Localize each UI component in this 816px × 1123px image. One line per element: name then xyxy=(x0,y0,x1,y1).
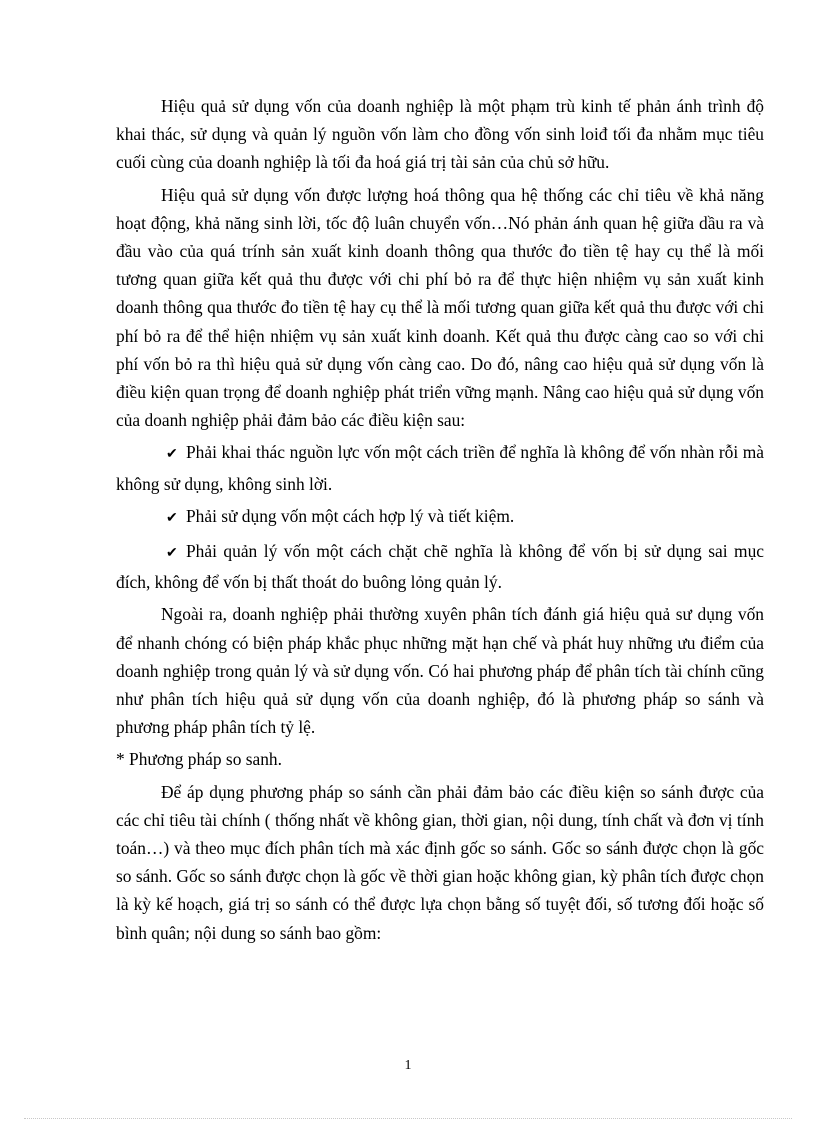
page-bottom-divider xyxy=(24,1118,792,1119)
bullet-item-3 xyxy=(116,537,764,596)
subheading: * Phương pháp so sanh. xyxy=(116,749,282,770)
document-body xyxy=(116,92,764,947)
checkmark-icon: ✔ xyxy=(166,447,178,463)
page-number: 1 xyxy=(404,1058,412,1073)
paragraph-1: Hiệu quả sử dụng vốn của doanh nghiệp là một phạm trù kinh tế phản ánh trình độ khai thác, sử dụng và quản lý nguồn vốn làm cho đồng vốn sinh loiđ tối đa nhằm mục tiêu cuối cùng của doanh nghiệp là tối đa hoá giá trị tài sản của chủ sở hữu. xyxy=(116,96,764,173)
paragraph-4: Để áp dụng phương pháp so sánh cần phải đảm bảo các điều kiện so sánh được của các chỉ tiêu tài chính ( thống nhất về không gian, thời gian, nội dung, tính chất và đơn vị tính toán…) và theo mục đích phân tích mà xác định gốc so sánh. Gốc so sánh được chọn là gốc so sánh. Gốc so sánh được chọn là gốc về thời gian hoặc không gian, kỳ phân tích được chọn là kỳ kế hoạch, giá trị so sánh có thể được lựa chọn bằng số tuyệt đối, số tương đối hoặc số bình quân; nội dung so sánh bao gồm: xyxy=(116,781,764,943)
checkmark-icon: ✔ xyxy=(166,510,178,526)
checkmark-icon: ✔ xyxy=(166,546,178,562)
bullet-text: Phải khai thác nguồn lực vốn một cách triền để nghĩa là không để vốn nhàn rỗi mà không sử dụng, không sinh lời. xyxy=(116,442,764,494)
bullet-text: Phải quản lý vốn một cách chặt chẽ nghĩa là không để vốn bị sử dụng sai mục đích, không để vốn bị thất thoát do buông lỏng quản lý. xyxy=(116,541,764,593)
bullet-item-1 xyxy=(116,438,764,497)
bullet-text: Phải sử dụng vốn một cách hợp lý và tiết kiệm. xyxy=(186,505,515,526)
bullet-item-2 xyxy=(116,502,764,533)
paragraph-2: Hiệu quả sử dụng vốn được lượng hoá thông qua hệ thống các chỉ tiêu về khả năng hoạt động, khả năng sinh lời, tốc độ luân chuyển vốn…Nó phản ánh quan hệ giữa dầu ra và đầu vào của quá trính sản xuất kinh doanh thông qua thước đo tiền tệ hay cụ thể là mối tương quan giữa kết quả thu được với chi phí bỏ ra để thực hiện nhiệm vụ sản xuất kinh doanh thông qua thước đo tiền tệ hay cụ thể là mối tương quan giữa kết quả thu được với chi phí bỏ ra để thể hiện nhiệm vụ sản xuất kinh doanh. Kết quả thu được càng cao so với chi phí vốn bỏ ra thì hiệu quả sử dụng vốn càng cao. Do đó, nâng cao hiệu quả sử dụng vốn là điều kiện quan trọng để doanh nghiệp phát triển vững mạnh. Nâng cao hiệu quả sử dụng vốn của doanh nghiệp phải đảm bảo các điều kiện sau: xyxy=(116,184,764,431)
paragraph-3: Ngoài ra, doanh nghiệp phải thường xuyên phân tích đánh giá hiệu quả sư dụng vốn để nhanh chóng có biện pháp khắc phục những mặt hạn chế và phát huy những ưu điểm của doanh nghiệp trong quản lý và sử dụng vốn. Có hai phương pháp để phân tích tài chính cũng như phân tích hiệu quả sử dụng vốn của doanh nghiệp, đó là phương pháp so sánh và phương pháp phân tích tỷ lệ. xyxy=(116,604,764,738)
